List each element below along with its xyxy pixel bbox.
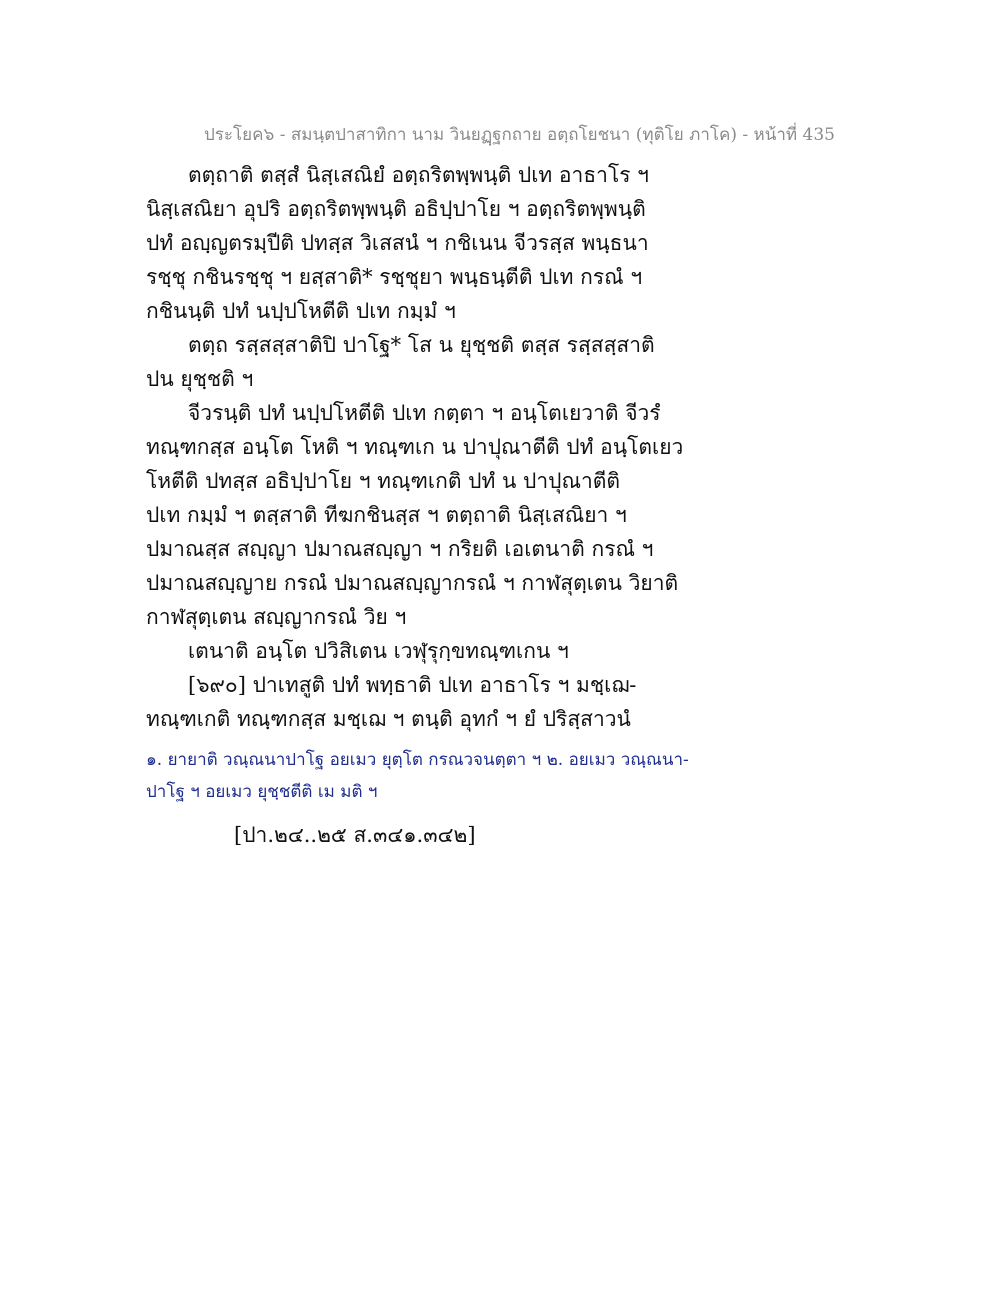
text-line: ตตฺถ รสฺสสฺสาติปิ ปาโฐ* โส น ยุชฺชติ ตสฺส รสฺสสฺสาติ <box>188 333 655 357</box>
text-line: ทณฺฑกสฺส อนฺโต โหติ ฯ ทณฺฑเก น ปาปุณาตีติ ปทํ อนฺโตเยว <box>146 435 684 459</box>
text-line: นิสฺเสณิยา อุปริ อตฺถริตพฺพนฺติ อธิปฺปาโย ฯ อตฺถริตพฺพนฺติ <box>146 197 646 221</box>
text-line: เตนาติ อนฺโต ปวิสิเตน เวฬุรุกฺขทณฺฑเกน ฯ <box>188 639 569 663</box>
footnote-line: ๑. ยายาติ วณฺณนาปาโฐ อยเมว ยุตฺโต กรณวจนตฺตา ฯ ๒. อยเมว วณฺณนา- <box>146 750 689 770</box>
text-line: กชินนฺติ ปทํ นปฺปโหตีติ ปเท กมฺมํ ฯ <box>146 299 456 323</box>
footnote-line: ปาโฐ ฯ อยเมว ยุชฺชตีติ เม มติ ฯ <box>146 782 378 802</box>
text-line: ปมาณสฺส สญฺญา ปมาณสญฺญา ฯ กริยติ เอเตนาติ กรณํ ฯ <box>146 537 654 561</box>
text-line: ปทํ อญฺญตรมฺปีติ ปทสฺส วิเสสนํ ฯ กชิเนน จีวรสฺส พนฺธนา <box>146 231 649 255</box>
text-line: ทณฺฑเกติ ทณฺฑกสฺส มชฺเฌ ฯ ตนฺติ อุทกํ ฯ ยํ ปริสฺสาวนํ <box>146 707 631 731</box>
text-line: รชฺชุ กชินรชฺชุ ฯ ยสฺสาติ* รชฺชุยา พนฺธนฺตีติ ปเท กรณํ ฯ <box>146 265 643 289</box>
page-reference: [ปา.๒๔..๒๕ ส.๓๔๑.๓๔๒] <box>234 823 476 847</box>
text-line: กาฬสุตฺเตน สญฺญากรณํ วิย ฯ <box>146 605 407 629</box>
footnotes <box>146 744 866 808</box>
text-line: ปน ยุชฺชติ ฯ <box>146 367 254 391</box>
text-line: จีวรนฺติ ปทํ นปฺปโหตีติ ปเท กตฺตา ฯ อนฺโตเยวาติ จีวรํ <box>188 401 661 425</box>
text-line: โหตีติ ปทสฺส อธิปฺปาโย ฯ ทณฺฑเกติ ปทํ น ปาปุณาตีติ <box>146 469 621 493</box>
text-line: ตตฺถาติ ตสฺสํ นิสฺเสณิยํ อตฺถริตพฺพนฺติ ปเท อาธาโร ฯ <box>188 163 649 187</box>
page-header: ประโยค๖ - สมนฺตปาสาทิกา นาม วินยฏฺฐกถาย อตฺถโยชนา (ทุติโย ภาโค) - หน้าที่ 435 <box>204 125 835 145</box>
text-line: ปมาณสญฺญาย กรณํ ปมาณสญฺญากรณํ ฯ กาฬสุตฺเตน วิยาติ <box>146 571 679 595</box>
text-line: ปเท กมฺมํ ฯ ตสฺสาติ ทีฆกชินสฺส ฯ ตตฺถาติ นิสฺเสณิยา ฯ <box>146 503 627 527</box>
text-line: [๖๙๐] ปาเทสูติ ปทํ พทฺธาติ ปเท อาธาโร ฯ มชฺเฌ- <box>188 673 637 697</box>
body-text <box>146 158 866 852</box>
